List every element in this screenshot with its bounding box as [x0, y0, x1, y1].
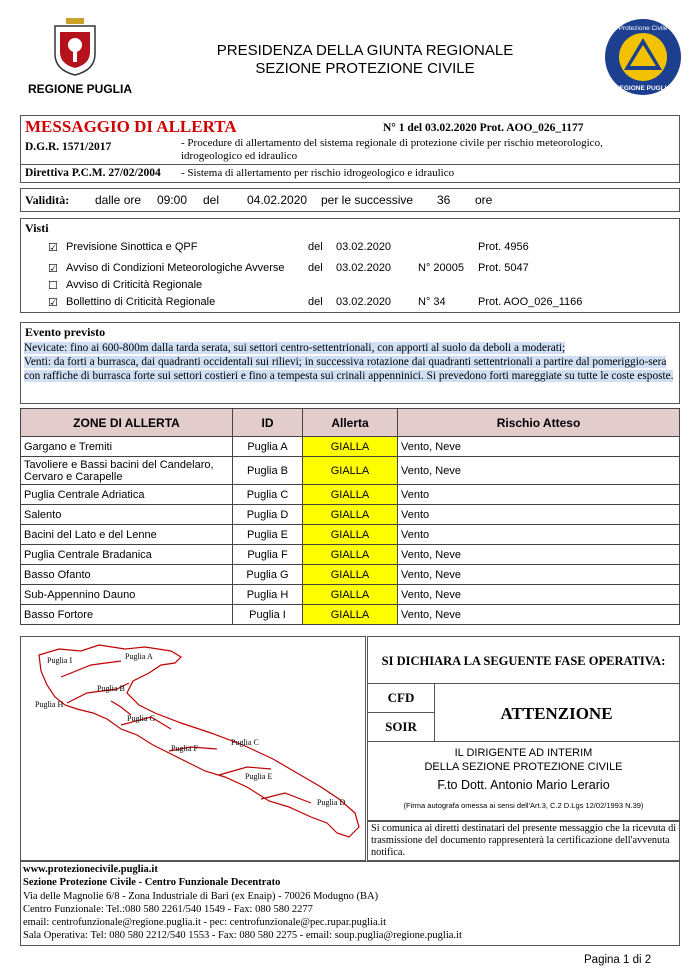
visti-prot: Prot. 4956: [478, 241, 529, 253]
fase-box: [367, 636, 680, 821]
zone-name: Sub-Appennino Dauno: [21, 585, 233, 605]
cfd-label: CFD: [387, 690, 415, 705]
visti-number: N° 34: [418, 296, 446, 308]
map-zone-label: Puglia A: [125, 652, 153, 661]
visti-checkbox[interactable]: ☑: [48, 242, 58, 254]
map-zone-label: Puglia F: [171, 744, 198, 753]
visti-label: Bollettino di Criticità Regionale: [66, 296, 216, 308]
zone-row: [21, 525, 680, 545]
zone-alert: GIALLA: [303, 605, 398, 625]
validity-label: Validità:: [25, 193, 70, 207]
evento-title: Evento previsto: [25, 325, 106, 339]
zone-risk: Vento, Neve: [398, 457, 680, 485]
zone-alert: GIALLA: [303, 585, 398, 605]
zone-alert: GIALLA: [303, 525, 398, 545]
signer-name: F.to Dott. Antonio Mario Lerario: [437, 778, 610, 792]
zone-risk: Vento, Neve: [398, 437, 680, 457]
visti-label: Avviso di Condizioni Meteorologiche Avverse: [66, 262, 285, 274]
validity-from-label: dalle ore: [95, 193, 142, 207]
svg-text:Protezione Civile: Protezione Civile: [618, 25, 668, 32]
dpcm-text: - Sistema di allertamento per rischio idrogeologico e idraulico: [181, 167, 455, 179]
evento-line-wind: Venti: da forti a burrasca, dai quadranti occidentali sui rilievi; in successiva rotazione dai quadranti settentrionali a partire dal pomeriggio-sera con raffiche di burrasca forte sui settori costieri e fino a tempesta sui crinali appenninici. Si prevedono forti mareggiate su tutte le coste esposte.: [24, 356, 674, 382]
zone-name: Basso Ofanto: [21, 565, 233, 585]
zone-risk: Vento, Neve: [398, 545, 680, 565]
signature-note: (Firma autografa omessa ai sensi dell'Art.3, C.2 D.Lgs 12/02/1993 N.39): [403, 801, 644, 810]
footer-address: Via delle Magnolie 6/8 - Zona Industriale di Bari (ex Enaip) - 70026 Modugno (BA): [23, 891, 379, 902]
zone-id: Puglia D: [233, 505, 303, 525]
zone-id: Puglia G: [233, 565, 303, 585]
zone-alert: GIALLA: [303, 505, 398, 525]
validity-box: [20, 188, 680, 212]
comunica-text: Si comunica ai diretti destinatari del presente messaggio che la ricevuta di trasmissione del documento rappresenterà la certificazione dell'avvenuta notifica.: [371, 823, 677, 858]
footer-cf: Centro Funzionale: Tel.:080 580 2261/540 1549 - Fax: 080 580 2277: [23, 904, 313, 915]
zone-risk: Vento: [398, 505, 680, 525]
zone-id: Puglia F: [233, 545, 303, 565]
evento-line-snow: Nevicate: fino ai 600-800m dalla tarda serata, sui settori centro-settentrionali, con apporti al suolo da deboli a moderati;: [24, 342, 566, 354]
map-box: [20, 636, 366, 861]
map-zone-label: Puglia B: [97, 684, 125, 693]
zone-row: [21, 605, 680, 625]
validity-del-label: del: [203, 193, 220, 207]
visti-title: Visti: [25, 221, 49, 235]
footer-email[interactable]: email: centrofunzionale@regione.puglia.it - pec: centrofunzionale@pec.rupar.puglia.it: [23, 917, 387, 928]
fase-value: ATTENZIONE: [500, 704, 613, 723]
map-zone-label: Puglia H: [35, 700, 64, 709]
zone-alert: GIALLA: [303, 545, 398, 565]
visti-date: 03.02.2020: [336, 241, 392, 253]
zone-row: [21, 505, 680, 525]
validity-hours-unit: ore: [475, 193, 493, 207]
dgr-text: - Procedure di allertamento del sistema regionale di protezione civile per rischio meteorologico, idrogeologico ed idraulico: [181, 137, 603, 162]
col-alert-header: Allerta: [303, 409, 398, 437]
header-title-line1: PRESIDENZA DELLA GIUNTA REGIONALE: [216, 42, 514, 59]
protezione-civile-badge: [604, 18, 682, 96]
zone-name: Puglia Centrale Bradanica: [21, 545, 233, 565]
zone-id: Puglia H: [233, 585, 303, 605]
zone-name: Gargano e Tremiti: [21, 437, 233, 457]
comunica-box: [367, 821, 680, 861]
page-number: Pagina 1 di 2: [584, 954, 652, 966]
visti-date: 03.02.2020: [336, 296, 392, 308]
map-zone-label: Puglia C: [231, 738, 259, 747]
message-number: N° 1 del 03.02.2020 Prot. AOO_026_1177: [383, 122, 584, 134]
dirigente-line2: DELLA SEZIONE PROTEZIONE CIVILE: [424, 761, 623, 773]
footer-org: Sezione Protezione Civile - Centro Funzionale Decentrato: [23, 877, 281, 888]
svg-text:REGIONE PUGLIA: REGIONE PUGLIA: [614, 85, 672, 92]
zones-header-row: [21, 409, 680, 437]
zone-id: Puglia C: [233, 485, 303, 505]
region-label: REGIONE PUGLIA: [28, 82, 133, 96]
visti-prot: Prot. 5047: [478, 262, 529, 274]
zone-id: Puglia E: [233, 525, 303, 545]
visti-checkbox[interactable]: ☑: [48, 263, 58, 275]
dpcm-label: Direttiva P.C.M. 27/02/2004: [25, 167, 161, 179]
map-zone-label: Puglia I: [47, 656, 73, 665]
map-outline: [39, 645, 359, 837]
visti-del: del: [308, 241, 323, 253]
zone-risk: Vento, Neve: [398, 605, 680, 625]
visti-label: Previsione Sinottica e QPF: [66, 241, 198, 253]
footer-sala: Sala Operativa: Tel: 080 580 2212/540 1553 - Fax: 080 580 2275 - email: soup.puglia@regione.puglia.it: [23, 930, 462, 941]
puglia-map: [21, 637, 365, 860]
zone-row: [21, 485, 680, 505]
footer-website[interactable]: www.protezionecivile.puglia.it: [23, 864, 158, 875]
validity-time: 09:00: [157, 193, 188, 207]
zone-id: Puglia B: [233, 457, 303, 485]
zone-alert: GIALLA: [303, 457, 398, 485]
zone-id: Puglia I: [233, 605, 303, 625]
map-zone-label: Puglia E: [245, 772, 273, 781]
col-id-header: ID: [233, 409, 303, 437]
visti-del: del: [308, 262, 323, 274]
validity-hours: 36: [437, 193, 451, 207]
message-title: MESSAGGIO DI ALLERTA: [25, 117, 237, 136]
col-zone-header: ZONE DI ALLERTA: [21, 409, 233, 437]
soir-label: SOIR: [385, 719, 417, 734]
zone-risk: Vento: [398, 485, 680, 505]
zone-alert: GIALLA: [303, 565, 398, 585]
visti-prot: Prot. AOO_026_1166: [478, 296, 583, 308]
evento-text: [24, 341, 676, 383]
map-zone-label: Puglia D: [317, 798, 346, 807]
validity-next-label: per le successive: [321, 193, 414, 207]
visti-date: 03.02.2020: [336, 262, 392, 274]
visti-checkbox[interactable]: ☐: [48, 280, 58, 292]
visti-number: N° 20005: [418, 262, 464, 274]
zones-table: [20, 408, 680, 625]
zone-row: [21, 437, 680, 457]
zone-row: [21, 545, 680, 565]
zone-name: Puglia Centrale Adriatica: [21, 485, 233, 505]
fase-title: SI DICHIARA LA SEGUENTE FASE OPERATIVA:: [381, 654, 666, 668]
map-zone-label: Puglia G: [127, 714, 156, 723]
header-title-line2: SEZIONE PROTEZIONE CIVILE: [255, 60, 475, 77]
zone-name: Salento: [21, 505, 233, 525]
zone-alert: GIALLA: [303, 485, 398, 505]
zone-name: Tavoliere e Bassi bacini del Candelaro, Cervaro e Carapelle: [21, 457, 233, 485]
message-box: [20, 115, 680, 183]
zone-row: [21, 585, 680, 605]
dgr-label: D.G.R. 1571/2017: [25, 141, 112, 153]
visti-checkbox[interactable]: ☑: [48, 297, 58, 309]
zone-alert: GIALLA: [303, 437, 398, 457]
zone-row: [21, 457, 680, 485]
validity-date: 04.02.2020: [247, 193, 308, 207]
region-logo: [52, 18, 98, 76]
evento-box: [20, 322, 680, 404]
dirigente-line1: IL DIRIGENTE AD INTERIM: [454, 747, 593, 759]
zone-risk: Vento, Neve: [398, 565, 680, 585]
col-risk-header: Rischio Atteso: [398, 409, 680, 437]
visti-del: del: [308, 296, 323, 308]
zone-risk: Vento: [398, 525, 680, 545]
zone-row: [21, 565, 680, 585]
zone-name: Basso Fortore: [21, 605, 233, 625]
zone-name: Bacini del Lato e del Lenne: [21, 525, 233, 545]
visti-label: Avviso di Criticità Regionale: [66, 279, 203, 291]
zone-risk: Vento, Neve: [398, 585, 680, 605]
zone-id: Puglia A: [233, 437, 303, 457]
